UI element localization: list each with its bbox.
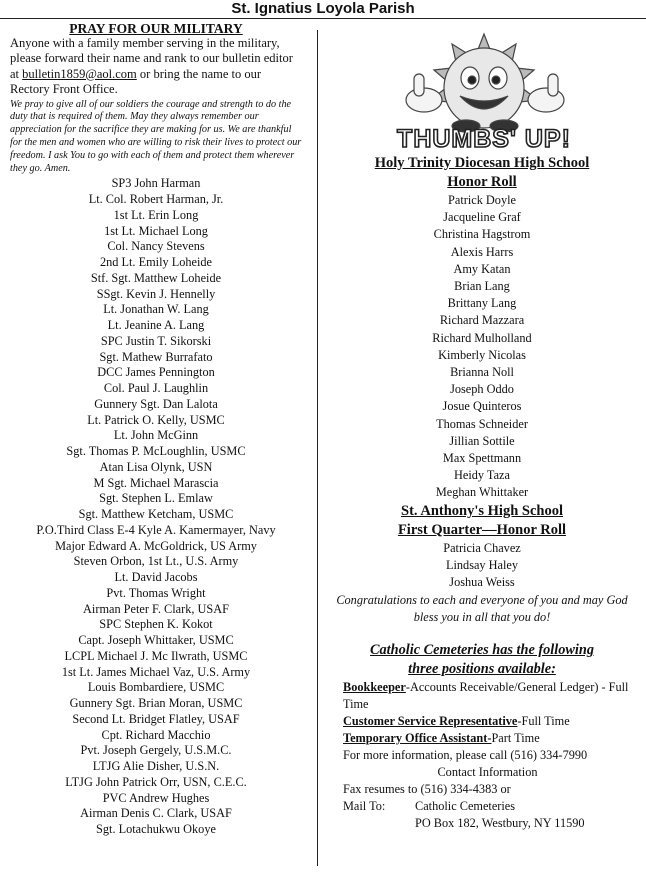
- thumbs-up-graphic: [364, 30, 604, 154]
- military-name: Atan Lisa Olynk, USN: [99, 459, 213, 474]
- st-anthony-heading: St. Anthony's High School: [401, 502, 563, 519]
- military-name: LCPL Michael J. Mc Ilwrath, USMC: [64, 648, 248, 663]
- honor-roll-name: Alexis Harrs: [450, 244, 514, 259]
- military-name: SSgt. Kevin J. Hennelly: [96, 286, 216, 301]
- military-name: Second Lt. Bridget Flatley, USAF: [72, 711, 240, 726]
- honor-roll-name: Joshua Weiss: [449, 575, 515, 590]
- honor-roll-name: Patricia Chavez: [443, 540, 521, 555]
- military-name: Steven Orbon, 1st Lt., U.S. Army: [73, 554, 239, 569]
- military-name: SPC Stephen K. Kokot: [99, 617, 213, 632]
- military-name: 1st Lt. James Michael Vaz, U.S. Army: [61, 664, 251, 679]
- holy-trinity-names-list: [332, 192, 632, 502]
- military-name: P.O.Third Class E-4 Kyle A. Kamermayer, Navy: [36, 522, 276, 537]
- holy-trinity-subheading: Honor Roll: [447, 174, 517, 190]
- st-anthony-names-list: [332, 540, 632, 592]
- military-name: Major Edward A. McGoldrick, US Army: [55, 538, 257, 553]
- cemeteries-title: [332, 641, 632, 679]
- military-name: Sgt. Mathew Burrafato: [99, 349, 213, 364]
- honor-roll-name: Patrick Doyle: [448, 193, 516, 207]
- honor-roll-name: Richard Mazzara: [439, 313, 525, 328]
- contact-heading: Contact Information: [437, 765, 538, 780]
- honor-roll-name: Brittany Lang: [447, 296, 517, 311]
- column-divider: [317, 30, 318, 866]
- military-intro: [10, 36, 302, 98]
- military-name: Capt. Joseph Whittaker, USMC: [78, 633, 234, 648]
- military-name: Airman Peter F. Clark, USAF: [83, 601, 229, 616]
- military-name: Col. Paul J. Laughlin: [103, 381, 209, 396]
- honor-roll-name: Richard Mulholland: [432, 330, 532, 345]
- job-item: [343, 679, 632, 713]
- military-name: SPC Justin T. Sikorski: [100, 333, 212, 348]
- military-name: 1st Lt. Erin Long: [113, 207, 199, 222]
- congratulations-message: Congratulations to each and everyone of you and may God bless you in all that you do!: [336, 593, 628, 625]
- honor-roll-name: Josue Quinteros: [442, 399, 522, 414]
- job-list: [343, 679, 632, 747]
- military-name: Lt. David Jacobs: [114, 570, 198, 585]
- military-name: 2nd Lt. Emily Loheide: [99, 255, 213, 270]
- more-info-text: For more information, please call (516) 334-7990: [343, 748, 588, 763]
- military-name: Lt. John McGinn: [113, 428, 199, 443]
- page-header: St. Ignatius Loyola Parish: [0, 0, 646, 19]
- military-prayer: We pray to give all of our soldiers the courage and strength to do the duty that is required of them. May they always remember our appreciation for the sacrifice they are making for us. We are thankful for the men and women who are willing to risk their lives to protect our freedom. I ask You to go with each of them and protect them wherever they go. Amen.: [10, 98, 302, 174]
- honor-roll-name: Joseph Oddo: [450, 382, 514, 397]
- military-name: PVC Andrew Hughes: [102, 790, 210, 805]
- military-name: Cpt. Richard Macchio: [101, 727, 211, 742]
- mail-to-row: [343, 798, 632, 815]
- st-anthony-subheading: First Quarter—Honor Roll: [397, 521, 567, 538]
- honor-roll-name: Max Spettmann: [442, 451, 522, 466]
- military-name: Col. Nancy Stevens: [107, 239, 205, 254]
- military-name: Lt. Col. Robert Harman, Jr.: [88, 192, 224, 207]
- military-name: Pvt. Thomas Wright: [106, 585, 206, 600]
- right-column: [332, 30, 632, 832]
- military-column: [10, 21, 302, 838]
- honor-roll-name: Amy Katan: [453, 261, 511, 276]
- military-name: LTJG John Patrick Orr, USN, C.E.C.: [65, 774, 247, 789]
- holy-trinity-heading: Holy Trinity Diocesan High School: [374, 155, 590, 171]
- military-name: Pvt. Joseph Gergely, U.S.M.C.: [80, 743, 232, 758]
- military-name: Louis Bombardiere, USMC: [87, 680, 225, 695]
- honor-roll-name: Jacqueline Graf: [443, 210, 521, 225]
- military-name: Gunnery Sgt. Dan Lalota: [94, 396, 218, 411]
- job-title: Temporary Office Assistant-: [343, 731, 492, 746]
- honor-roll-name: Brian Lang: [454, 279, 510, 294]
- military-name: Airman Denis C. Clark, USAF: [80, 806, 232, 821]
- thumbs-up-caption: THUMBS' UP!: [397, 125, 571, 153]
- cemeteries-title-line1: Catholic Cemeteries has the following: [370, 642, 594, 659]
- job-title: Customer Service Representative: [343, 714, 518, 729]
- military-name: Lt. Jeanine A. Lang: [107, 318, 205, 333]
- military-name: 1st Lt. Michael Long: [104, 223, 208, 238]
- mail-label: Mail To:: [343, 799, 386, 814]
- job-item: [343, 730, 632, 747]
- honor-roll-name: Jillian Sottile: [449, 433, 515, 448]
- fax-text: Fax resumes to (516) 334-4383 or: [343, 782, 511, 797]
- job-title: Bookkeeper: [343, 680, 406, 695]
- military-name: LTJG Alie Disher, U.S.N.: [92, 759, 220, 774]
- mail-name: Catholic Cemeteries: [415, 799, 516, 814]
- job-detail: -Full Time: [517, 714, 570, 729]
- military-name: Lt. Jonathan W. Lang: [103, 302, 209, 317]
- intro-text-1: Anyone with a family member serving in the military, please forward their name and rank to our bulletin editor at: [10, 36, 293, 81]
- cemeteries-details: [343, 679, 632, 832]
- military-name: Gunnery Sgt. Brian Moran, USMC: [69, 696, 243, 711]
- honor-roll-name: Brianna Noll: [450, 365, 514, 380]
- honor-roll-name: Christina Hagstrom: [433, 227, 531, 242]
- military-name: DCC James Pennington: [97, 365, 215, 380]
- honor-roll-name: Lindsay Haley: [445, 557, 519, 572]
- military-name: Sgt. Matthew Ketcham, USMC: [78, 507, 234, 522]
- cemeteries-title-line2: three positions available:: [408, 661, 556, 678]
- military-title: PRAY FOR OUR MILITARY: [69, 21, 243, 36]
- job-item: [343, 713, 632, 730]
- military-name: SP3 John Harman: [111, 176, 201, 191]
- job-detail: Part Time: [491, 731, 540, 746]
- honor-roll-name: Kimberly Nicolas: [438, 347, 526, 362]
- military-name: Sgt. Thomas P. McLoughlin, USMC: [66, 444, 246, 459]
- military-name: Sgt. Lotachukwu Okoye: [96, 822, 216, 837]
- mail-address: PO Box 182, Westbury, NY 11590: [415, 816, 585, 831]
- military-name: Stf. Sgt. Matthew Loheide: [90, 270, 222, 285]
- honor-roll-name: Meghan Whittaker: [435, 485, 529, 500]
- military-name: Lt. Patrick O. Kelly, USMC: [87, 412, 225, 427]
- intro-text-2: or bring the name to our Rectory Front Office.: [10, 66, 262, 97]
- bulletin-email-link[interactable]: bulletin1859@aol.com: [22, 66, 137, 81]
- military-name: M Sgt. Michael Marascia: [93, 475, 219, 490]
- job-detail: -Accounts Receivable/General Ledger) - Full Time: [343, 680, 629, 712]
- honor-roll-name: Thomas Schneider: [436, 416, 528, 431]
- mail-address-row: [343, 815, 632, 832]
- honor-roll-name: Heidy Taza: [454, 468, 510, 483]
- military-names-list: [10, 176, 302, 838]
- military-name: Sgt. Stephen L. Emlaw: [99, 491, 213, 506]
